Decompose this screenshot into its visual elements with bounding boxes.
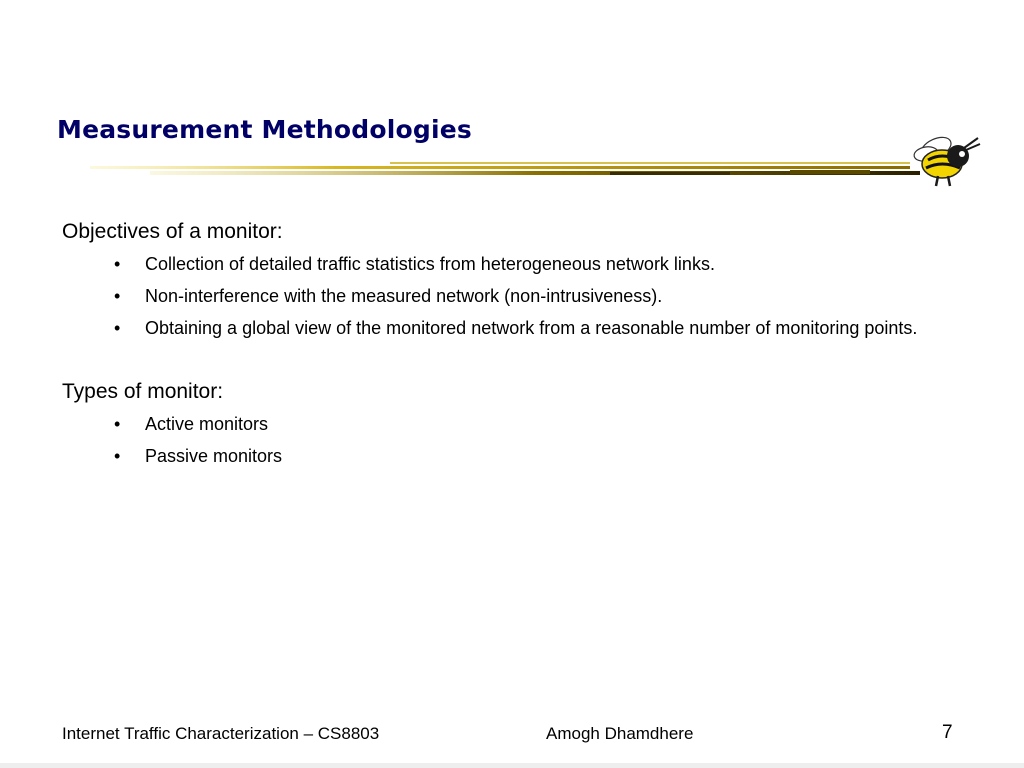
list-item: [62, 251, 962, 277]
bullet-icon: •: [114, 286, 121, 306]
section-objectives: [62, 220, 962, 341]
bullet-text: Collection of detailed traffic statistics from heterogeneous network links.: [145, 254, 715, 274]
bullet-list: [62, 251, 962, 341]
bullet-text: Non-interference with the measured network (non-intrusiveness).: [145, 286, 663, 306]
list-item: [62, 283, 962, 309]
slide-title: Measurement Methodologies: [57, 115, 472, 144]
bullet-list: [62, 411, 962, 469]
section-heading: Objectives of a monitor:: [62, 220, 283, 243]
bullet-icon: •: [114, 414, 121, 434]
bullet-text: Active monitors: [145, 414, 269, 434]
title-underline-rule: [90, 158, 925, 178]
list-item: [62, 315, 962, 341]
page-number: 7: [942, 722, 953, 743]
list-item: [62, 443, 962, 469]
bullet-icon: •: [114, 318, 121, 338]
list-item: [62, 411, 962, 437]
section-spacer: [62, 347, 962, 380]
section-types: [62, 380, 962, 469]
slide-body: [62, 220, 962, 475]
bullet-icon: •: [114, 254, 121, 274]
section-heading: Types of monitor:: [62, 380, 224, 403]
bullet-icon: •: [114, 446, 121, 466]
footer-course-title: Internet Traffic Characterization – CS8803: [62, 724, 380, 743]
bullet-text: Passive monitors: [145, 446, 283, 466]
yellow-jacket-bee-icon: [908, 130, 983, 190]
footer-author: Amogh Dhamdhere: [546, 724, 694, 743]
bullet-text: Obtaining a global view of the monitored network from a reasonable number of monitoring points.: [145, 318, 918, 338]
bottom-edge-divider: [0, 763, 1024, 768]
